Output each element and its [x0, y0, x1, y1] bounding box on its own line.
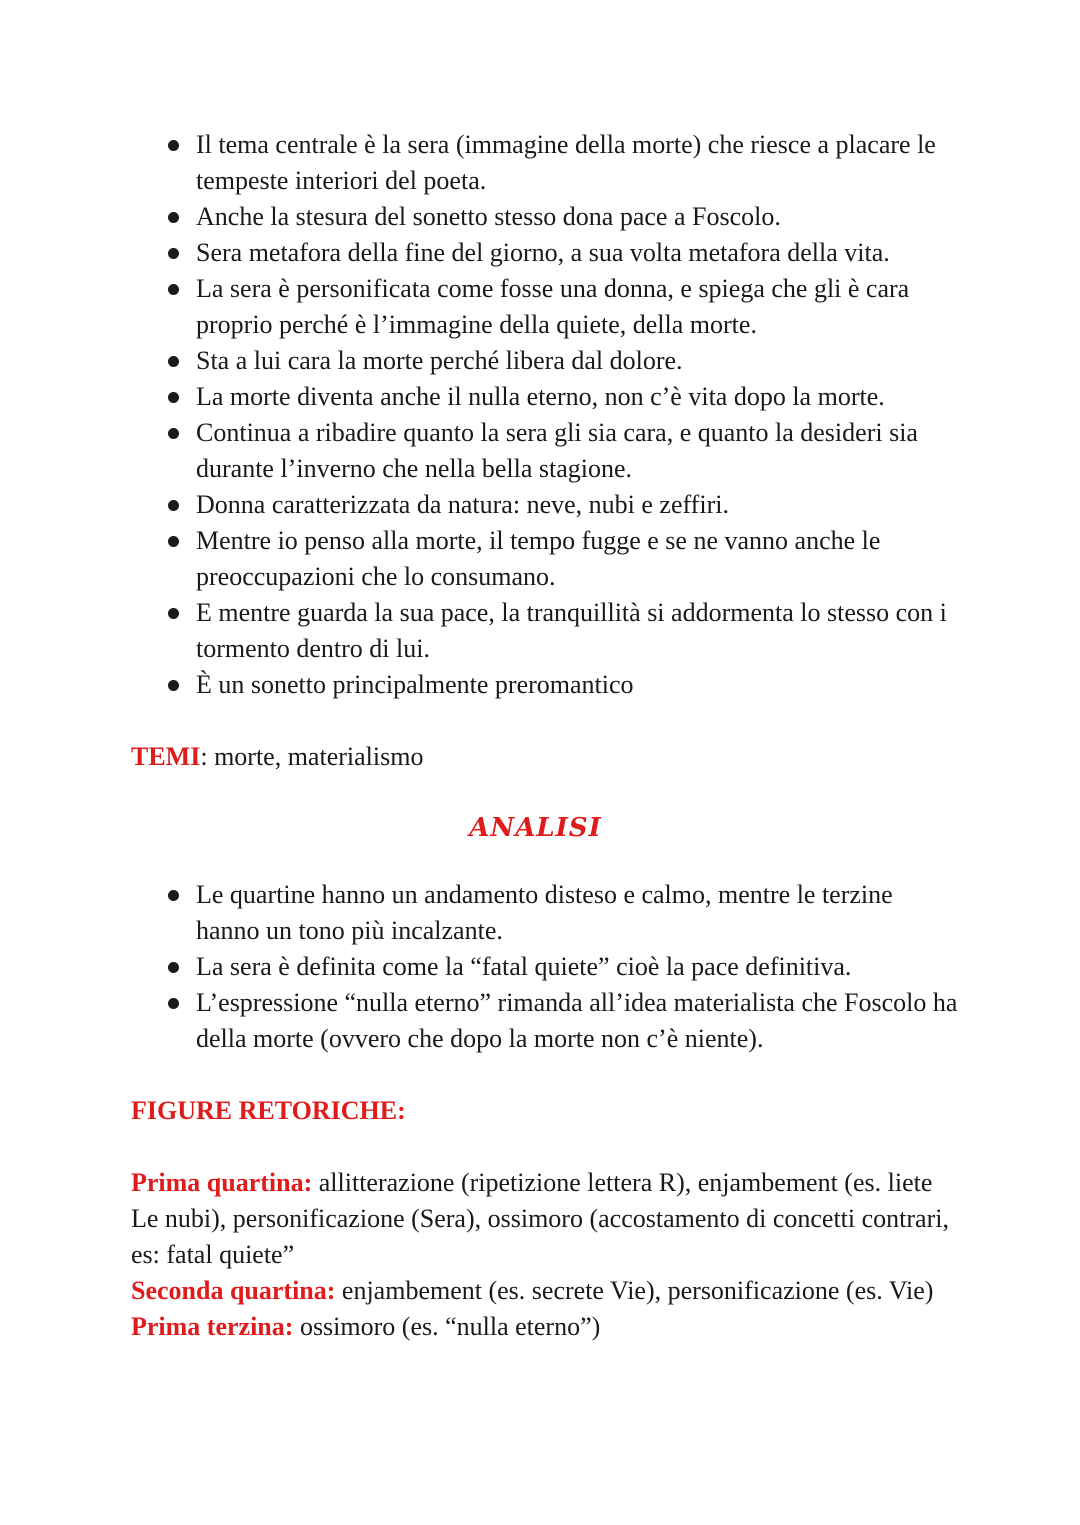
paragraph-label: Seconda quartina: [131, 1276, 336, 1305]
list-item: È un sonetto principalmente preromantico [131, 667, 960, 703]
list-item: E mentre guarda la sua pace, la tranquillità si addormenta lo stesso con i tormento dentro di lui. [131, 595, 960, 667]
paragraph-text: ossimoro (es. “nulla eterno”) [293, 1312, 601, 1341]
paragraph-text: enjambement (es. secrete Vie), personificazione (es. Vie) [335, 1276, 934, 1305]
list-item: Donna caratterizzata da natura: neve, nubi e zeffiri. [131, 487, 960, 523]
list-item: La sera è definita come la “fatal quiete” cioè la pace definitiva. [131, 949, 960, 985]
list-item: Le quartine hanno un andamento disteso e calmo, mentre le terzine hanno un tono più incalzante. [131, 877, 960, 949]
figure-retoriche-heading: FIGURE RETORICHE: [131, 1096, 406, 1125]
figure-paragraph-prima-quartina [131, 1165, 960, 1273]
list-item: La morte diventa anche il nulla eterno, non c’è vita dopo la morte. [131, 379, 960, 415]
figure-paragraph-seconda-quartina [131, 1273, 960, 1309]
list-item: La sera è personificata come fosse una donna, e spiega che gli è cara proprio perché è l’immagine della quiete, della morte. [131, 271, 960, 343]
paragraph-text: allitterazione (ripetizione lettera R), enjambement (es. liete Le nubi), personificazione (Sera), ossimoro (accostamento di concetti contrari, es: fatal quiete” [131, 1168, 949, 1269]
paragraph-label: Prima quartina: [131, 1168, 313, 1197]
analisi-bullet-list [131, 877, 960, 1057]
list-item: Anche la stesura del sonetto stesso dona pace a Foscolo. [131, 199, 960, 235]
analisi-heading: ANALISI [469, 813, 602, 843]
temi-text: : morte, materialismo [200, 742, 424, 771]
main-bullet-list [131, 127, 960, 703]
figure-paragraph-prima-terzina [131, 1309, 960, 1345]
list-item: Continua a ribadire quanto la sera gli sia cara, e quanto la desideri sia durante l’inverno che nella bella stagione. [131, 415, 960, 487]
list-item: Sera metafora della fine del giorno, a sua volta metafora della vita. [131, 235, 960, 271]
temi-label: TEMI [131, 742, 201, 771]
paragraph-label: Prima terzina: [131, 1312, 294, 1341]
list-item: L’espressione “nulla eterno” rimanda all’idea materialista che Foscolo ha della morte (ovvero che dopo la morte non c’è niente). [131, 985, 960, 1057]
list-item: Il tema centrale è la sera (immagine della morte) che riesce a placare le tempeste interiori del poeta. [131, 127, 960, 199]
temi-line [131, 739, 960, 775]
list-item: Sta a lui cara la morte perché libera dal dolore. [131, 343, 960, 379]
list-item: Mentre io penso alla morte, il tempo fugge e se ne vanno anche le preoccupazioni che lo consumano. [131, 523, 960, 595]
